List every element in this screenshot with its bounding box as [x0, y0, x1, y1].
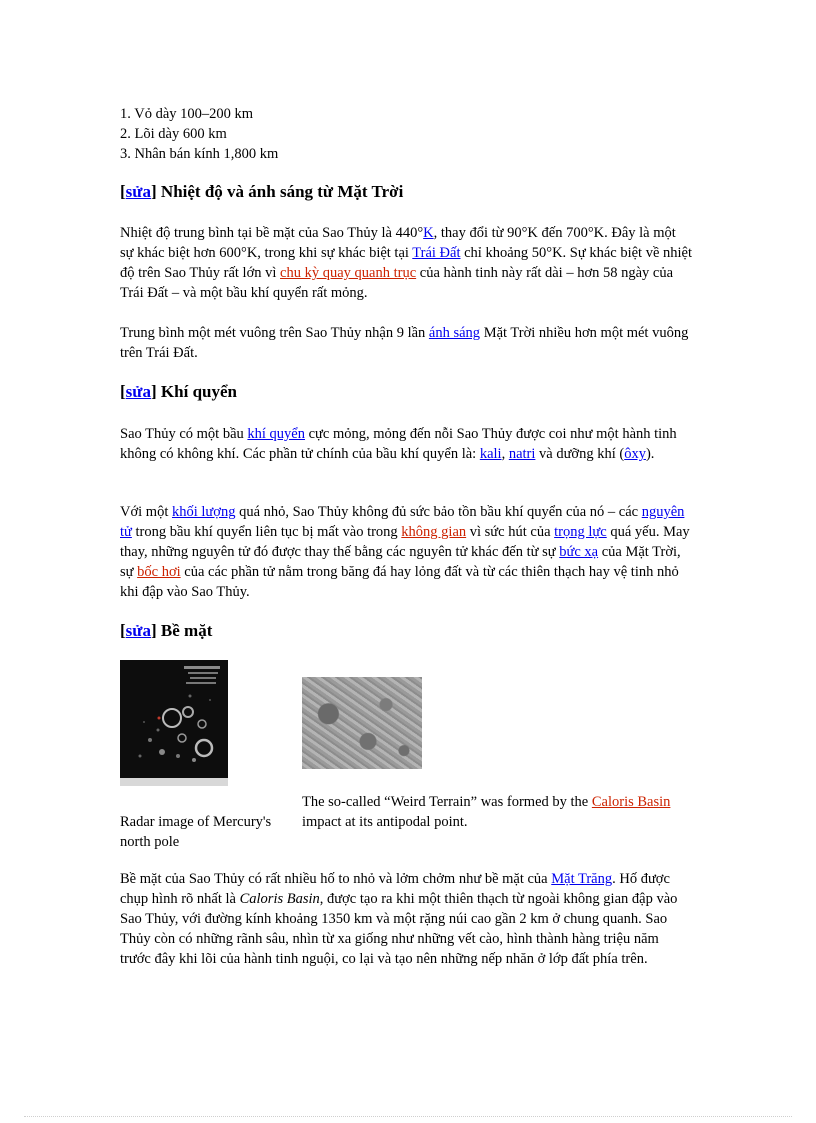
paragraph-surface-1: Bề mặt của Sao Thủy có rất nhiều hố to nhỏ và lởm chởm như bề mặt của Mặt Trăng. Hố được chụp hình rõ nhất là Caloris Basin, được tạo ra khi một thiên thạch từ ngoài không gian đập vào Sao Thủy, với đường kính khoảng 1350 km và một rặng núi cao gần 2 km ở chung quanh. Sao Thủy còn có những rãnh sâu, nhìn từ xa giống như những vết cào, hình thành hàng triệu năm trước đây khi lõi của hành tinh nguội, co lại và tạo nên những nếp nhăn ở lớp đất phía trên.: [120, 871, 678, 967]
heading-surface: [sửa] Bề mặt: [120, 621, 213, 640]
heading-temperature: [sửa] Nhiệt độ và ánh sáng từ Mặt Trời: [120, 182, 404, 201]
link-caloris-basin[interactable]: Caloris Basin: [591, 794, 671, 810]
heading-text: Nhiệt độ và ánh sáng từ Mặt Trời: [160, 182, 404, 201]
list-item: 3. Nhân bán kính 1,800 km: [120, 146, 279, 162]
structure-list: [120, 104, 278, 164]
link-oxy[interactable]: ôxy: [624, 446, 646, 462]
page-divider: [24, 1116, 792, 1117]
link-earth[interactable]: Trái Đất: [412, 245, 461, 261]
paragraph-atmosphere-1: Sao Thủy có một bầu khí quyển cực mỏng, mỏng đến nỗi Sao Thủy được coi như một hành tinh không có không khí. Các phần tử chính của bầu khí quyển là: kali, natri và dưỡng khí (ôxy).: [120, 426, 677, 462]
link-radiation[interactable]: bức xạ: [559, 544, 599, 560]
edit-link[interactable]: sửa: [125, 382, 151, 401]
link-space[interactable]: không gian: [401, 524, 467, 540]
link-atom[interactable]: nguyên tử: [120, 504, 685, 540]
link-moon[interactable]: Mặt Trăng: [551, 871, 613, 887]
link-kelvin[interactable]: K: [423, 225, 434, 241]
weird-terrain-image[interactable]: [302, 677, 422, 769]
link-atmosphere[interactable]: khí quyển: [247, 426, 305, 442]
radar-image-graphic: [120, 660, 228, 778]
link-evaporation[interactable]: bốc hơi: [137, 564, 181, 580]
link-sunlight[interactable]: ánh sáng: [428, 325, 481, 341]
heading-atmosphere: [sửa] Khí quyển: [120, 382, 237, 401]
caloris-basin-emphasis: Caloris Basin: [239, 891, 320, 907]
link-mass[interactable]: khối lượng: [171, 504, 236, 520]
paragraph-atmosphere-2: Với một khối lượng quá nhỏ, Sao Thủy không đủ sức bảo tồn bầu khí quyển của nó – các nguyên tử trong bầu khí quyển liên tục bị mất vào trong không gian vì sức hút của trọng lực quá yếu. May thay, những nguyên tử đó được thay thế bằng các nguyên tử khác đến từ sự bức xạ của Mặt Trời, sự bốc hơi của các phần tử nằm trong băng đá hay lỏng đất và từ các thiên thạch hay vệ tinh nhỏ khi đập vào Sao Thủy.: [120, 504, 690, 600]
radar-image-border: [120, 778, 228, 786]
link-kali[interactable]: kali: [479, 446, 502, 462]
list-item: 1. Vỏ dày 100–200 km: [120, 106, 254, 122]
edit-link[interactable]: sửa: [125, 182, 151, 201]
edit-link[interactable]: sửa: [125, 621, 151, 640]
caption-weird-terrain: The so-called “Weird Terrain” was formed by the Caloris Basin impact at its antipodal point.: [302, 794, 671, 830]
heading-text: Bề mặt: [160, 621, 213, 640]
link-natri[interactable]: natri: [508, 446, 536, 462]
link-gravity[interactable]: trọng lực: [554, 524, 607, 540]
paragraph-temperature-1: Nhiệt độ trung bình tại bề mặt của Sao Thủy là 440°K, thay đổi từ 90°K đến 700°K. Đây là một sự khác biệt hơn 600°K, trong khi sự khác biệt tại Trái Đất chỉ khoảng 50°K. Sự khác biệt về nhiệt độ trên Sao Thủy rất lớn vì chu kỳ quay quanh trục của hành tinh này rất dài – hơn 58 ngày của Trái Đất – và một bầu khí quyển rất mỏng.: [120, 225, 693, 301]
paragraph-temperature-2: Trung bình một mét vuông trên Sao Thủy nhận 9 lần ánh sáng Mặt Trời nhiều hơn một mét vuông trên Trái Đất.: [120, 325, 689, 361]
list-item: 2. Lõi dày 600 km: [120, 126, 227, 142]
link-rotation-period[interactable]: chu kỳ quay quanh trục: [280, 265, 417, 281]
caption-radar: Radar image of Mercury's north pole: [120, 814, 272, 850]
radar-image[interactable]: [120, 660, 228, 786]
heading-text: Khí quyển: [160, 382, 237, 401]
